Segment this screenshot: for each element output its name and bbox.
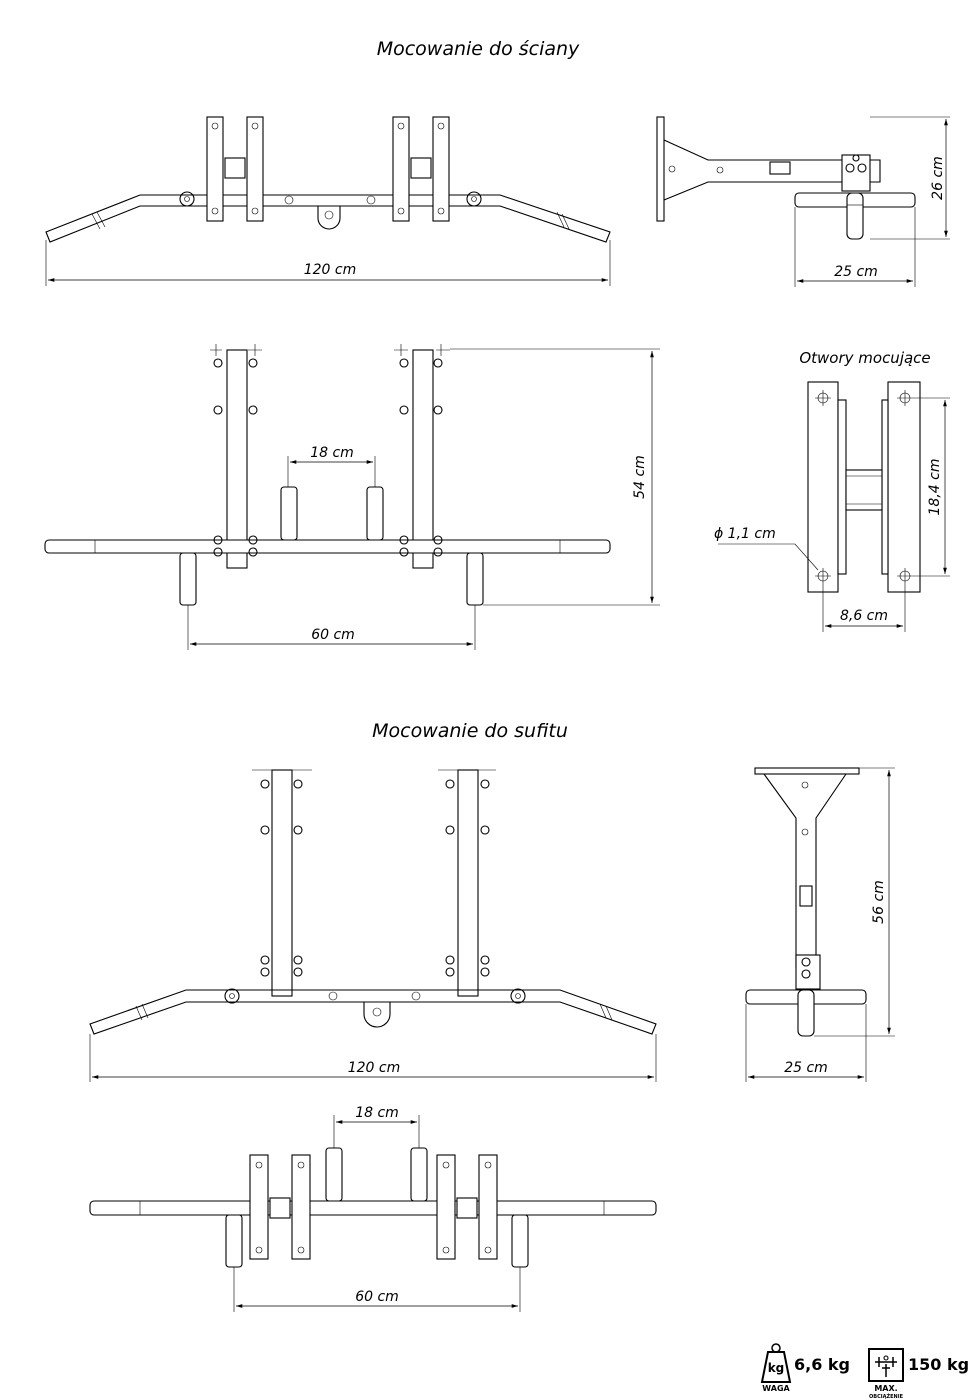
- max-load-badge: [869, 1349, 969, 1400]
- dimension-25cm-wall: 25 cm: [834, 264, 878, 280]
- weight-icon: [762, 1344, 790, 1382]
- weight-icon-text: kg: [767, 1361, 785, 1375]
- dimension-60cm-wall: 60 cm: [311, 627, 355, 643]
- wall-side-view: [657, 117, 950, 287]
- dimension-25cm-ceiling: 25 cm: [784, 1060, 828, 1076]
- dimension-54cm: 54 cm: [632, 455, 648, 499]
- wall-front-view: [46, 117, 610, 286]
- max-load-icon: [869, 1349, 903, 1381]
- ceiling-mount-title: Mocowanie do sufitu: [372, 720, 568, 742]
- dimension-8-6cm: 8,6 cm: [839, 608, 889, 624]
- mounting-holes-view: [714, 349, 950, 632]
- ceiling-front-view: [90, 770, 656, 1082]
- max-load-value: 150 kg: [908, 1355, 970, 1374]
- dimension-120cm-ceiling: 120 cm: [347, 1060, 401, 1076]
- wall-mount-title: Mocowanie do ściany: [376, 38, 580, 60]
- weight-label: WAGA: [762, 1384, 790, 1393]
- dimension-60cm-ceiling: 60 cm: [355, 1289, 399, 1305]
- max-load-label: MAX.: [874, 1384, 898, 1393]
- dimension-26cm: 26 cm: [930, 156, 946, 200]
- weight-badge: [762, 1344, 850, 1393]
- mounting-holes-title: Otwory mocujące: [799, 349, 931, 367]
- ceiling-side-view: [746, 768, 895, 1082]
- ceiling-bottom-view: [90, 1105, 656, 1312]
- max-load-sublabel: OBCIĄŻENIE: [869, 1394, 903, 1400]
- wall-top-view: [45, 344, 660, 650]
- dimension-120cm-wall: 120 cm: [303, 262, 357, 278]
- dimension-18cm-ceiling: 18 cm: [355, 1105, 399, 1121]
- dimension-18cm-wall: 18 cm: [310, 445, 354, 461]
- dimension-hole-diameter: ϕ 1,1 cm: [714, 526, 776, 542]
- weight-value: 6,6 kg: [794, 1355, 851, 1374]
- dimension-18-4cm: 18,4 cm: [927, 458, 943, 516]
- dimension-56cm: 56 cm: [871, 880, 887, 924]
